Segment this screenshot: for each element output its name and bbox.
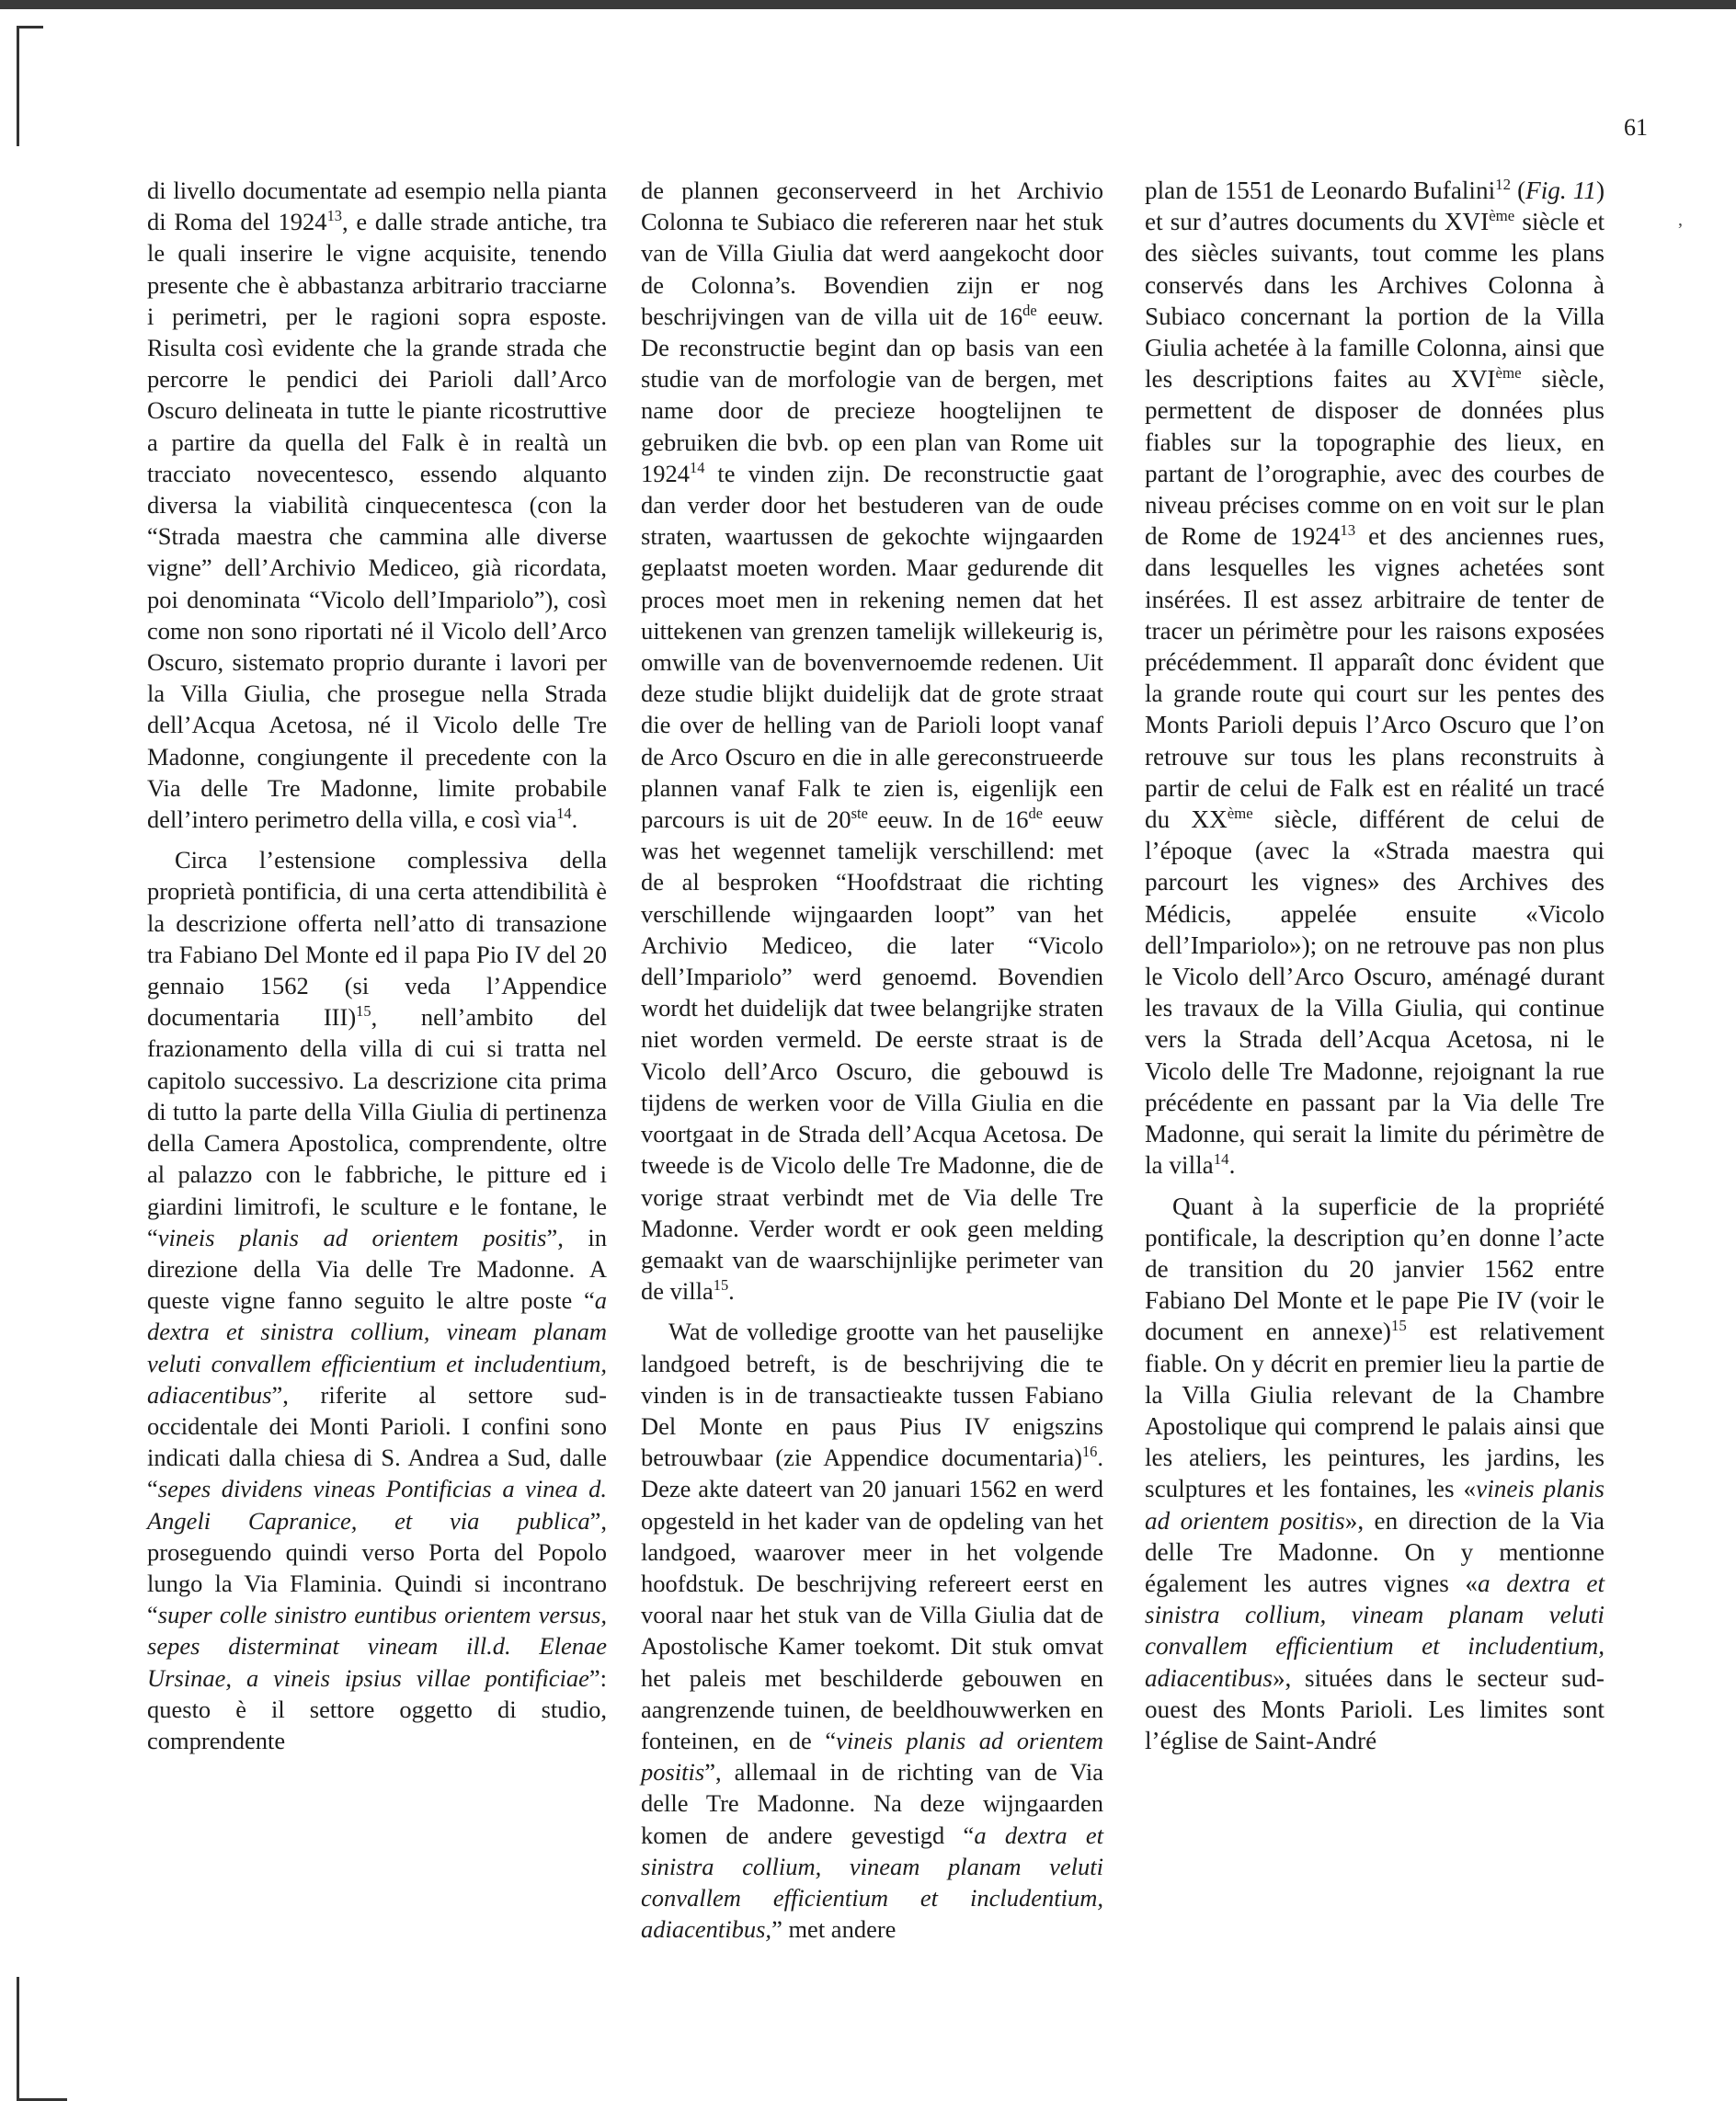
paragraph-it-1: di livello documentate ad esempio nella pianta di Roma del 1924$^{13}$, e dalle strade antiche, tra le quali inserire le vigne acquisite, tenendo presente che è abbastanza arbitrario tracciarne i perimetri, per le ragioni sopra esposte. Risulta così evidente che la grande strada che percorre le pendici dei Parioli dall’Arco Oscuro delineata in tutte le piante ricostruttive a partire da quella del Falk è in realtà un tracciato novecentesco, essendo alquanto diversa la viabilità cinquecentesca (con la “Strada maestra che cammina alle diverse vigne” dell’Archivio Mediceo, già ricordata, poi denominata “Vicolo dell’Impariolo”), così come non sono riportati né il Vicolo dell’Arco Oscuro, sistemato proprio durante i lavori per la Villa Giulia, che prosegue nella Strada dell’Acqua Acetosa, né il Vicolo delle Tre Madonne, congiungente il precedente con la Via delle Tre Madonne, limite probabile dell’intero perimetro della villa, e così via$^{14}$. xyxy=(147,177,607,834)
paragraph-it-2: Circa l’estensione complessiva della proprietà pontificia, di una certa attendibilità è la descrizione offerta nell’atto di transazione tra Fabiano Del Monte ed il papa Pio IV del 20 gennaio 1562 (si veda l’Appendice documentaria III)$^{15}$, nell’ambito del frazionamento della villa di cui si tratta nel capitolo successivo. La descrizione cita prima di tutto la parte della Villa Giulia di pertinenza della Camera Apostolica, comprendente, oltre al palazzo con le fabbriche, le pitture ed i giardini limitrofi, le sculture e le fontane, le “vineis planis ad orientem positis”, in direzione della Via delle Tre Madonne. A queste vigne fanno seguito le altre poste “a dextra et sinistra collium, vineam planam veluti convallem efficientium et includentium, adiacentibus”, riferite al settore sud-occidentale dei Monti Parioli. I confini sono indicati dalla chiesa di S. Andrea a Sud, dalle “sepes dividens vineas Pontificias a vinea d. Angeli Capranice, et via publica”, proseguendo quindi verso Porta del Popolo lungo la Via Flaminia. Quindi si incontrano “super colle sinistro euntibus orientem versus, sepes disterminat vineam ill.d. Elenae Ursinae, a vineis ipsius villae pontificiae”: questo è il settore oggetto di studio, comprendente xyxy=(147,846,607,1754)
stray-ink-mark: , xyxy=(1678,210,1683,230)
column-french xyxy=(1145,175,1605,1756)
crop-mark-top-left xyxy=(17,26,43,146)
crop-mark-bottom-left xyxy=(17,1977,67,2101)
scan-edge-top xyxy=(0,0,1736,9)
page-number: 61 xyxy=(1624,114,1648,141)
paragraph-fr-1: plan de 1551 de Leonardo Bufalini$^{12}$ (Fig. 11) et sur d’autres documents du XVIème siècle et des siècles suivants, tout comme les plans conservés dans les Archives Colonna à Subiaco concernant la portion de la Villa Giulia achetée à la famille Colonna, ainsi que les descriptions faites au XVIème siècle, permettent de disposer de données plus fiables sur la topographie des lieux, en partant de l’orographie, avec des courbes de niveau précises comme on en voit sur le plan de Rome de 1924$^{13}$ et des anciennes rues, dans lesquelles les vignes achetées sont insérées. Il est assez arbitraire de tenter de tracer un périmètre pour les raisons exposées précédemment. Il apparaît donc évident que la grande route qui court sur les pentes des Monts Parioli depuis l’Arco Oscuro que l’on retrouve sur tous les plans reconstruits à partir de celui de Falk est en réalité un tracé du XXème siècle, différent de celui de l’époque (avec la «Strada maestra qui parcourt les vignes» des Archives des Médicis, appelée ensuite «Vicolo dell’Impariolo»); on ne retrouve pas non plus le Vicolo dell’Arco Oscuro, aménagé durant les travaux de la Villa Giulia, qui continue vers la Strada dell’Acqua Acetosa, ni le Vicolo delle Tre Madonne, rejoignant la rue précédente en passant par la Via delle Tre Madonne, qui serait la limite du périmètre de la villa$^{14}$. xyxy=(1145,175,1605,1180)
paragraph-fr-2: Quant à la superficie de la propriété pontificale, la description qu’en donne l’acte de transition du 20 janvier 1562 entre Fabiano Del Monte et le pape Pie IV (voir le document en annexe)$^{15}$ est relativement fiable. On y décrit en premier lieu la partie de la Villa Giulia relevant de la Chambre Apostolique qui comprend le palais ainsi que les ateliers, les peintures, les jardins, les sculptures et les fontaines, les «vineis planis ad orientem positis», en direction de la Via delle Tre Madonne. On y mentionne également les autres vignes «a dextra et sinistra collium, vineam planam veluti convallem efficientium et includentium, adiacentibus», situées dans le secteur sud-ouest des Monts Parioli. Les limites sont l’église de Saint-André xyxy=(1145,1192,1605,1754)
paragraph-nl-2: Wat de volledige grootte van het pauselijke landgoed betreft, is de beschrijving die te vinden is in de transactieakte tussen Fabiano Del Monte en paus Pius IV enigszins betrouwbaar (zie Appendice documentaria)$^{16}$. Deze akte dateert van 20 januari 1562 en werd opgesteld in het kader van de opdeling van het landgoed, waarover meer in het volgende hoofdstuk. De beschrijving refereert eerst en vooral naar het stuk van de Villa Giulia dat de Apostolische Kamer toekomt. Dit stuk omvat het paleis met beschilderde gebouwen en aangrenzende tuinen, de beeldhouwwerken en fonteinen, en de “vineis planis ad orientem positis”, allemaal in de richting van de Via delle Tre Madonne. Na deze wijngaarden komen de andere gevestigd “a dextra et sinistra collium, vineam planam veluti convallem efficientium et includentium, adiacentibus,” met andere xyxy=(641,1318,1104,1944)
column-italian xyxy=(147,175,607,1756)
column-dutch xyxy=(641,175,1103,1945)
paragraph-nl-1: de plannen geconserveerd in het Archivio Colonna te Subiaco die refereren naar het stuk van de Villa Giulia dat werd aangekocht door de Colonna’s. Bovendien zijn er nog beschrijvingen van de villa uit de 16de eeuw. De reconstructie begint dan op basis van een studie van de morfologie van de bergen, met name door de precieze hoogtelijnen te gebruiken die bvb. op een plan van Rome uit 1924$^{14}$ te vinden zijn. De reconstructie gaat dan verder door het bestuderen van de oude straten, waartussen de gekochte wijngaarden geplaatst moeten worden. Maar gedurende dit proces moet men in rekening nemen dat het uittekenen van grenzen tamelijk willekeurig is, omwille van de bovenvernoemde redenen. Uit deze studie blijkt duidelijk dat de grote straat die over de helling van de Parioli loopt vanaf de Arco Oscuro en die in alle gereconstrueerde plannen vanaf Falk te zien is, eigenlijk een parcours is uit de 20ste eeuw. In de 16de eeuw was het wegennet tamelijk verschillend: met de al besproken “Hoofdstraat die richting verschillende wijngaarden loopt” van het Archivio Mediceo, die later “Vicolo dell’Impariolo” werd genoemd. Bovendien wordt het duidelijk dat twee belangrijke straten niet worden vermeld. De eerste straat is de Vicolo dell’Arco Oscuro, die gebouwd is tijdens de werken voor de Villa Giulia en die voortgaat in de Strada dell’Acqua Acetosa. De tweede is de Vicolo delle Tre Madonne, die de vorige straat verbindt met de Via delle Tre Madonne. Verder wordt er ook geen melding gemaakt van de waarschijnlijke perimeter van de villa$^{15}$. xyxy=(641,177,1103,1306)
